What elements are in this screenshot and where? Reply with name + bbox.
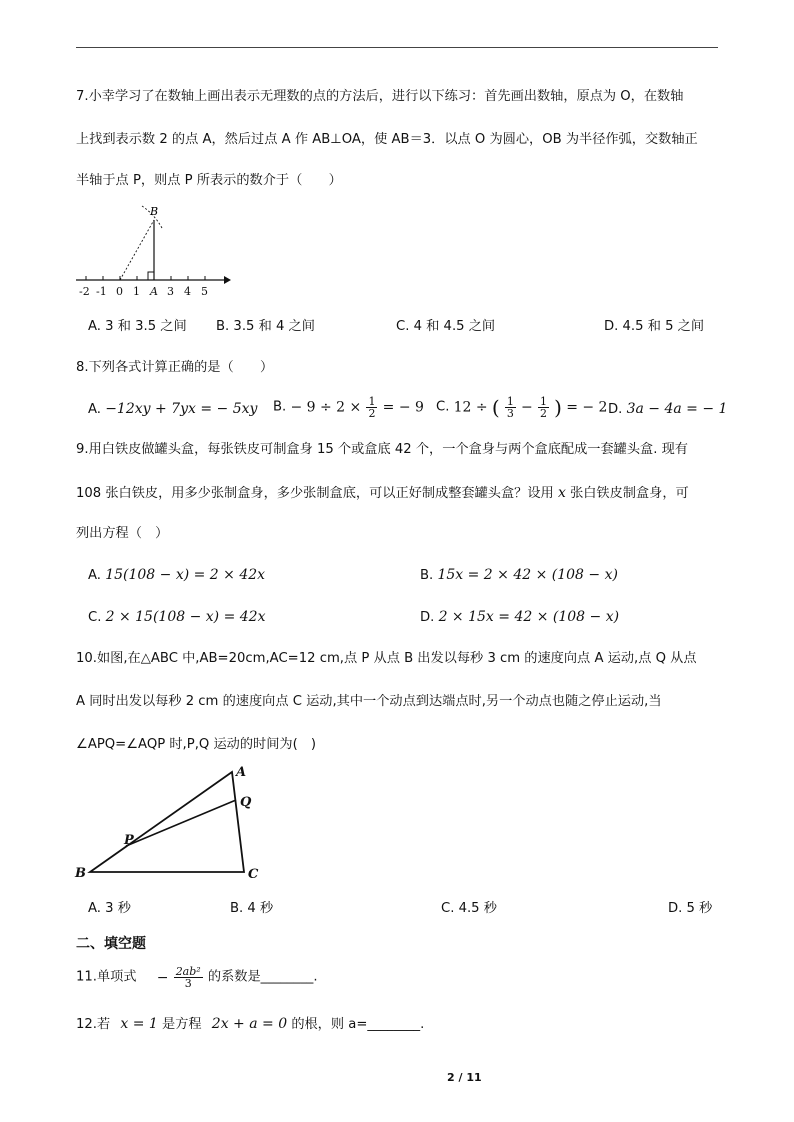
q7-tick-label: 1 — [133, 285, 140, 298]
q10-vertex-b-label: B — [75, 866, 86, 881]
q8-option-c-right-paren: ) — [554, 395, 562, 420]
q7-tick-label: A — [150, 285, 158, 298]
page-number: 2 / 11 — [447, 1071, 482, 1084]
q10-point-q-label: Q — [240, 795, 252, 810]
q7-point-b-label: B — [150, 205, 159, 218]
q7-option-a: A. 3 和 3.5 之间 — [88, 319, 187, 334]
q8-option-c-fraction-2 — [538, 396, 549, 419]
q8-stem: 8.下列各式计算正确的是（ ） — [76, 360, 274, 375]
q10-vertex-a-label: A — [236, 765, 247, 780]
q7-tick-label: -2 — [79, 285, 90, 298]
q8-option-d-label: D. — [608, 402, 623, 417]
q9-option-a-equation: 15(108 − x) = 2 × 42x — [105, 567, 266, 583]
q9-option-d — [420, 608, 619, 627]
q9-option-b-label: B. — [420, 568, 434, 583]
q12-suffix: 的根，则 a=________. — [291, 1017, 425, 1032]
q8-option-c-denominator-2: 2 — [539, 407, 547, 420]
q9-option-b — [420, 566, 618, 585]
q8-option-c-minus: − — [521, 399, 533, 416]
q7-option-d: D. 4.5 和 5 之间 — [604, 319, 705, 334]
q7-tick-label: -1 — [96, 285, 107, 298]
q9-option-c-equation: 2 × 15(108 − x) = 42x — [105, 609, 266, 625]
q8-option-c — [436, 396, 607, 419]
q8-option-c-numerator-2: 1 — [539, 395, 547, 408]
q8-option-c-numerator-1: 1 — [506, 395, 514, 408]
q8-option-b-post: = − 9 — [382, 399, 424, 416]
q9-line-2 — [76, 484, 689, 503]
q10-option-a: A. 3 秒 — [88, 901, 131, 916]
q7-tick-label: 3 — [167, 285, 174, 298]
q10-point-p-label: P — [124, 833, 134, 848]
q9-option-a — [88, 566, 265, 585]
q9-option-d-equation: 2 × 15x = 42 × (108 − x) — [438, 609, 620, 625]
q10-line-1: 10.如图,在△ABC 中,AB=20cm,AC=12 cm,点 P 从点 B 出发以每秒 3 cm 的速度向点 A 运动,点 Q 从点 — [76, 651, 697, 666]
q11-numerator: 2ab² — [175, 965, 201, 978]
q8-option-b-denominator: 2 — [368, 407, 376, 420]
q7-tick-label: 5 — [201, 285, 208, 298]
q9-line-3: 列出方程（ ） — [76, 526, 169, 541]
q8-option-a — [88, 400, 257, 419]
q8-option-c-pre: 12 ÷ — [453, 399, 488, 416]
q12-line — [76, 1015, 424, 1034]
q7-option-b: B. 3.5 和 4 之间 — [216, 319, 315, 334]
q9-option-a-label: A. — [88, 568, 101, 583]
q11-suffix: 的系数是________. — [207, 969, 318, 985]
q8-option-c-left-paren: ( — [491, 395, 500, 420]
q11-denominator: 3 — [184, 977, 192, 990]
header-rule — [76, 47, 718, 48]
q11-fraction — [174, 966, 203, 989]
q7-option-c: C. 4 和 4.5 之间 — [396, 319, 496, 334]
q8-option-b-numerator: 1 — [368, 395, 376, 408]
q9-line-1: 9.用白铁皮做罐头盒，每张铁皮可制盒身 15 个或盒底 42 个，一个盒身与两个盒底配成一套罐头盒. 现有 — [76, 442, 688, 457]
q8-option-b-pre: − 9 ÷ 2 × — [290, 399, 362, 416]
q10-triangle-figure — [70, 760, 270, 890]
q10-option-b: B. 4 秒 — [230, 901, 274, 916]
q9-option-d-label: D. — [420, 610, 435, 625]
q8-option-b — [273, 396, 424, 419]
q9-option-c-label: C. — [88, 610, 102, 625]
q12-condition: x = 1 — [120, 1016, 158, 1032]
q9-line-2-text: 108 张白铁皮，用多少张制盒身，多少张制盒底，可以正好制成整套罐头盒？设用 — [76, 486, 554, 501]
q10-line-2: A 同时出发以每秒 2 cm 的速度向点 C 运动,其中一个动点到达端点时,另一个动点也随之停止运动,当 — [76, 694, 662, 709]
q12-prefix: 12.若 — [76, 1017, 111, 1032]
q12-middle: 是方程 — [162, 1017, 202, 1032]
q9-option-c — [88, 608, 265, 627]
q7-line-1: 7.小幸学习了在数轴上画出表示无理数的点的方法后，进行以下练习：首先画出数轴，原点为 O，在数轴 — [76, 89, 684, 104]
q7-tick-label: 4 — [184, 285, 191, 298]
q7-tick-label: 0 — [116, 285, 123, 298]
q7-line-3: 半轴于点 P，则点 P 所表示的数介于（ ） — [76, 173, 342, 188]
q8-option-b-fraction — [366, 396, 377, 419]
q9-option-b-equation: 15x = 2 × 42 × (108 − x) — [437, 567, 618, 583]
q10-option-c: C. 4.5 秒 — [441, 901, 497, 916]
q8-option-c-post: = − 2 — [566, 399, 608, 416]
q10-option-d: D. 5 秒 — [668, 901, 713, 916]
q8-option-b-label: B. — [273, 399, 287, 415]
q8-option-a-label: A. — [88, 402, 101, 417]
q12-equation: 2x + a = 0 — [211, 1016, 288, 1032]
q8-option-d — [608, 400, 727, 419]
q9-line-2-variable: x — [557, 485, 566, 501]
q7-line-2: 上找到表示数 2 的点 A，然后过点 A 作 AB⊥OA，使 AB＝3．以点 O 为圆心，OB 为半径作弧，交数轴正 — [76, 132, 698, 147]
section-heading-fill-blanks: 二、填空题 — [76, 936, 146, 952]
q7-number-line-figure — [72, 200, 232, 300]
q8-option-c-label: C. — [436, 399, 450, 415]
q8-option-c-fraction-1 — [505, 396, 516, 419]
q11-prefix: 11.单项式 — [76, 969, 137, 985]
q9-line-2-end: 张白铁皮制盒身，可 — [570, 486, 689, 501]
q8-option-c-denominator-1: 3 — [506, 407, 514, 420]
q8-option-d-expression: 3a − 4a = − 1 — [626, 401, 728, 417]
q11-line — [76, 966, 318, 989]
q8-option-a-expression: −12xy + 7yx = − 5xy — [105, 401, 258, 417]
q10-vertex-c-label: C — [248, 867, 259, 882]
q11-minus: − — [156, 969, 169, 986]
q10-line-3: ∠APQ=∠AQP 时,P,Q 运动的时间为( ) — [76, 737, 317, 752]
